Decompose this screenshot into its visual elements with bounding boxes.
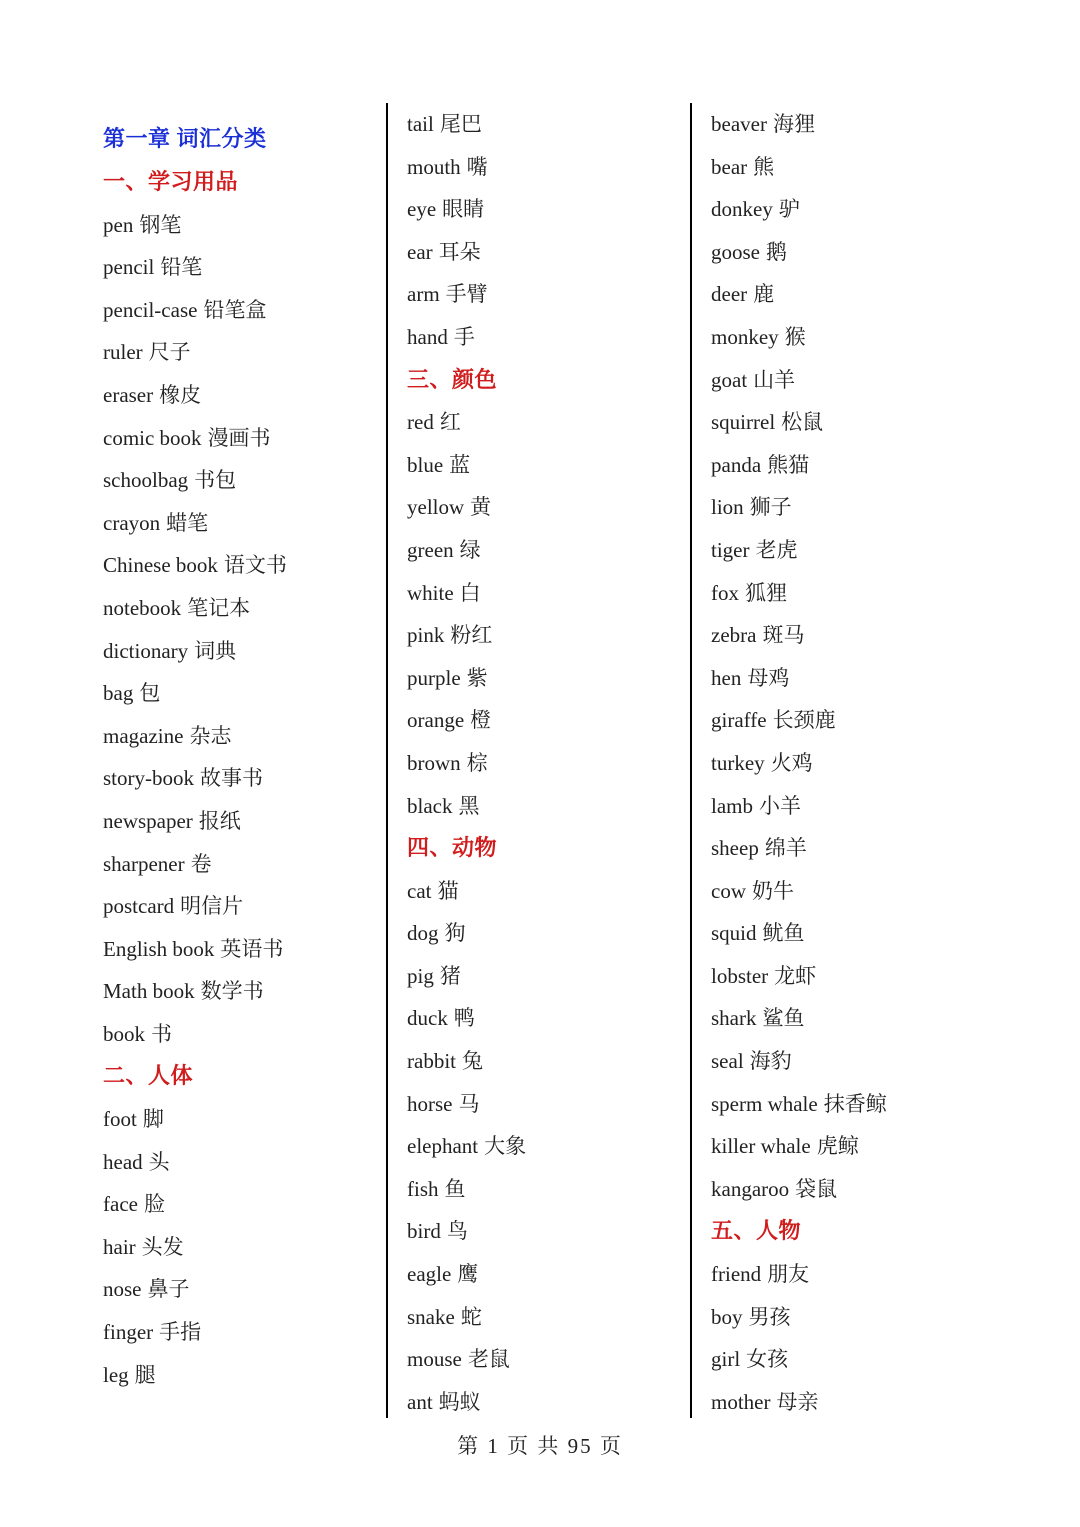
english-word: bird xyxy=(407,1219,441,1244)
english-word: sperm whale xyxy=(711,1091,818,1116)
vocab-entry xyxy=(103,672,403,715)
chinese-meaning: 铅笔盒 xyxy=(203,297,267,322)
chinese-meaning: 耳朵 xyxy=(438,239,481,264)
vocab-entry xyxy=(103,1226,403,1269)
chinese-meaning: 猴 xyxy=(784,324,806,349)
chinese-meaning: 马 xyxy=(458,1091,480,1116)
vocab-entry xyxy=(407,1040,707,1083)
chinese-meaning: 熊 xyxy=(753,154,775,179)
chinese-meaning: 脚 xyxy=(142,1107,164,1132)
english-word: foot xyxy=(103,1107,137,1132)
vocab-entry xyxy=(711,1040,1011,1083)
english-word: comic book xyxy=(103,425,202,450)
english-word: purple xyxy=(407,665,461,690)
english-word: ant xyxy=(407,1389,433,1414)
chinese-meaning: 腿 xyxy=(134,1362,156,1387)
english-word: lamb xyxy=(711,793,753,818)
vocab-entry xyxy=(407,1168,707,1211)
english-word: arm xyxy=(407,282,440,307)
chinese-meaning: 报纸 xyxy=(198,808,241,833)
chinese-meaning: 男孩 xyxy=(748,1304,791,1329)
english-word: postcard xyxy=(103,894,175,919)
chinese-meaning: 小羊 xyxy=(759,793,801,818)
vocab-entry xyxy=(407,1210,707,1253)
vocab-entry xyxy=(407,1381,707,1424)
chinese-meaning: 长颈鹿 xyxy=(772,708,836,733)
vocab-entry xyxy=(711,486,1011,529)
chinese-meaning: 鼻子 xyxy=(147,1277,190,1302)
vocab-entry xyxy=(103,331,403,374)
english-word: pig xyxy=(407,963,434,988)
english-word: seal xyxy=(711,1049,744,1074)
vocab-entry xyxy=(407,146,707,189)
chinese-meaning: 头 xyxy=(148,1149,170,1174)
chinese-meaning: 母亲 xyxy=(776,1389,819,1414)
chinese-meaning: 海豹 xyxy=(749,1049,792,1074)
english-word: black xyxy=(407,793,453,818)
english-word: green xyxy=(407,537,454,562)
english-word: cow xyxy=(711,878,746,903)
english-word: ruler xyxy=(103,340,143,365)
chinese-meaning: 蚂蚁 xyxy=(438,1389,481,1414)
chinese-meaning: 熊猫 xyxy=(767,452,810,477)
vocab-entry xyxy=(711,870,1011,913)
vocab-entry xyxy=(103,1268,403,1311)
chinese-meaning: 狗 xyxy=(444,921,466,946)
english-word: squid xyxy=(711,921,757,946)
chinese-meaning: 英语书 xyxy=(220,936,284,961)
english-word: eraser xyxy=(103,382,154,407)
english-word: bear xyxy=(711,154,748,179)
vocab-entry xyxy=(407,273,707,316)
vocab-entry xyxy=(711,827,1011,870)
english-word: English book xyxy=(103,936,215,961)
english-word: eye xyxy=(407,197,437,222)
chinese-meaning: 鱼 xyxy=(444,1176,466,1201)
chinese-meaning: 橡皮 xyxy=(159,382,202,407)
section-heading: 二、人体 xyxy=(103,1063,194,1089)
vocab-entry xyxy=(103,1098,403,1141)
vocab-entry xyxy=(407,231,707,274)
chinese-meaning: 脸 xyxy=(143,1192,165,1217)
chinese-meaning: 语文书 xyxy=(223,553,287,578)
vocab-entry xyxy=(407,657,707,700)
chinese-meaning: 眼睛 xyxy=(442,197,485,222)
vocab-entry xyxy=(711,316,1011,359)
english-word: killer whale xyxy=(711,1134,811,1159)
vocab-entry xyxy=(711,657,1011,700)
english-word: brown xyxy=(407,750,461,775)
english-word: squirrel xyxy=(711,410,776,435)
english-word: boy xyxy=(711,1304,743,1329)
english-word: mother xyxy=(711,1389,771,1414)
chinese-meaning: 兔 xyxy=(461,1049,483,1074)
english-word: bag xyxy=(103,681,134,706)
english-word: shark xyxy=(711,1006,757,1031)
chinese-meaning: 抹香鲸 xyxy=(823,1091,887,1116)
english-word: red xyxy=(407,410,434,435)
vocab-entry xyxy=(103,1354,403,1397)
page-number: 第 1 页 共 95 页 xyxy=(457,1434,623,1458)
english-word: monkey xyxy=(711,324,779,349)
chinese-meaning: 杂志 xyxy=(189,723,232,748)
english-word: horse xyxy=(407,1091,453,1116)
vocab-entry xyxy=(407,486,707,529)
chinese-meaning: 手指 xyxy=(159,1320,202,1345)
english-word: newspaper xyxy=(103,808,193,833)
english-word: girl xyxy=(711,1347,741,1372)
chinese-meaning: 橙 xyxy=(470,708,492,733)
chinese-meaning: 鸭 xyxy=(453,1006,475,1031)
vocab-entry xyxy=(407,912,707,955)
vocab-entry xyxy=(407,1253,707,1296)
chinese-meaning: 母鸡 xyxy=(747,665,790,690)
vocab-entry xyxy=(407,444,707,487)
chinese-meaning: 红 xyxy=(439,410,461,435)
vocab-entry xyxy=(103,289,403,332)
english-word: story-book xyxy=(103,766,194,791)
english-word: book xyxy=(103,1021,145,1046)
english-word: pen xyxy=(103,212,134,237)
english-word: head xyxy=(103,1149,143,1174)
english-word: fish xyxy=(407,1176,439,1201)
english-word: eagle xyxy=(407,1262,452,1287)
section-heading: 一、学习用品 xyxy=(103,169,239,194)
vocab-entry xyxy=(407,1338,707,1381)
chinese-meaning: 鹿 xyxy=(753,282,775,307)
vocab-entry xyxy=(407,316,707,359)
chinese-meaning: 猪 xyxy=(439,963,461,988)
english-word: elephant xyxy=(407,1134,479,1159)
chinese-meaning: 鱿鱼 xyxy=(762,921,805,946)
chinese-meaning: 书包 xyxy=(194,468,237,493)
english-word: duck xyxy=(407,1006,448,1031)
english-word: goat xyxy=(711,367,748,392)
english-word: lion xyxy=(711,495,744,520)
english-word: hair xyxy=(103,1234,136,1259)
chinese-meaning: 蓝 xyxy=(449,452,471,477)
vocab-entry xyxy=(711,997,1011,1040)
vocab-entry xyxy=(103,204,403,247)
english-word: beaver xyxy=(711,112,767,136)
english-word: magazine xyxy=(103,723,184,748)
vocab-entry xyxy=(407,614,707,657)
vocab-entry xyxy=(711,614,1011,657)
english-word: blue xyxy=(407,452,444,477)
english-word: dog xyxy=(407,921,439,946)
vocab-entry xyxy=(711,1381,1011,1424)
chinese-meaning: 老虎 xyxy=(755,537,798,562)
english-word: mouth xyxy=(407,154,461,179)
vocab-entry xyxy=(711,103,1011,146)
vocab-entry xyxy=(407,529,707,572)
chinese-meaning: 鹰 xyxy=(457,1262,479,1287)
chinese-meaning: 故事书 xyxy=(200,766,263,791)
english-word: friend xyxy=(711,1262,762,1287)
vocab-entry xyxy=(711,146,1011,189)
english-word: notebook xyxy=(103,595,182,620)
english-word: snake xyxy=(407,1304,455,1329)
english-word: sheep xyxy=(711,836,759,861)
chinese-meaning: 龙虾 xyxy=(774,963,817,988)
english-word: pencil xyxy=(103,255,155,280)
chinese-meaning: 粉红 xyxy=(450,623,493,648)
vocab-entry xyxy=(711,1168,1011,1211)
vocab-entry xyxy=(103,374,403,417)
english-word: yellow xyxy=(407,495,465,520)
chinese-meaning: 黑 xyxy=(458,793,480,818)
chinese-meaning: 火鸡 xyxy=(770,750,813,775)
vocab-entry xyxy=(407,1083,707,1126)
vocab-entry xyxy=(103,970,403,1013)
vocab-entry xyxy=(407,1296,707,1339)
vocab-entry xyxy=(103,885,403,928)
section-heading: 四、动物 xyxy=(407,835,498,861)
vocab-entry xyxy=(103,1311,403,1354)
vocab-entry xyxy=(711,785,1011,828)
chinese-meaning: 朋友 xyxy=(767,1262,810,1287)
vocab-entry xyxy=(407,572,707,615)
english-word: ear xyxy=(407,239,433,264)
vocab-entry xyxy=(711,359,1011,402)
chinese-meaning: 尾巴 xyxy=(439,112,482,136)
chinese-meaning: 鹅 xyxy=(766,239,787,264)
chinese-meaning: 奶牛 xyxy=(752,878,794,903)
vocab-entry xyxy=(103,502,403,545)
vocab-entry xyxy=(103,246,403,289)
vocab-entry xyxy=(103,1141,403,1184)
chinese-meaning: 尺子 xyxy=(148,340,191,365)
chinese-meaning: 鸟 xyxy=(446,1219,468,1244)
chinese-meaning: 漫画书 xyxy=(207,425,271,450)
vocab-entry xyxy=(103,843,403,886)
chinese-meaning: 驴 xyxy=(778,197,800,222)
english-word: pink xyxy=(407,623,445,648)
english-word: tiger xyxy=(711,537,750,562)
vocab-entry xyxy=(711,529,1011,572)
chinese-meaning: 猫 xyxy=(437,878,459,903)
vocab-entry xyxy=(103,800,403,843)
chinese-meaning: 袋鼠 xyxy=(795,1176,838,1201)
chinese-meaning: 黄 xyxy=(470,495,492,520)
english-word: hen xyxy=(711,665,742,690)
vocab-entry xyxy=(103,715,403,758)
vocab-column-3 xyxy=(711,103,1011,1423)
vocab-entry xyxy=(711,188,1011,231)
vocab-entry xyxy=(103,757,403,800)
vocab-entry xyxy=(711,1083,1011,1126)
english-word: nose xyxy=(103,1277,142,1302)
chinese-meaning: 棕 xyxy=(466,750,488,775)
english-word: face xyxy=(103,1192,138,1217)
vocab-entry xyxy=(103,417,403,460)
vocab-entry xyxy=(103,630,403,673)
vocab-entry xyxy=(407,188,707,231)
english-word: finger xyxy=(103,1320,154,1345)
vocab-entry xyxy=(103,587,403,630)
chinese-meaning: 头发 xyxy=(141,1234,184,1259)
chinese-meaning: 手臂 xyxy=(445,282,488,307)
section-heading: 五、人物 xyxy=(711,1218,802,1244)
english-word: leg xyxy=(103,1362,129,1387)
vocab-column-1 xyxy=(103,103,403,1396)
english-word: Chinese book xyxy=(103,553,218,578)
english-word: crayon xyxy=(103,510,161,535)
chinese-meaning: 斑马 xyxy=(762,623,805,648)
vocab-entry xyxy=(711,699,1011,742)
chinese-meaning: 蛇 xyxy=(460,1304,482,1329)
section-heading: 三、颜色 xyxy=(407,366,498,392)
english-word: orange xyxy=(407,708,465,733)
vocab-entry xyxy=(103,1013,403,1056)
chinese-meaning: 海狸 xyxy=(772,112,815,136)
chinese-meaning: 鲨鱼 xyxy=(762,1006,805,1031)
english-word: cat xyxy=(407,878,432,903)
vocab-entry xyxy=(407,785,707,828)
chinese-meaning: 紫 xyxy=(466,665,488,690)
english-word: tail xyxy=(407,112,434,136)
english-word: dictionary xyxy=(103,638,189,663)
vocab-entry xyxy=(711,231,1011,274)
chinese-meaning: 白 xyxy=(459,580,481,605)
chinese-meaning: 词典 xyxy=(194,638,237,663)
english-word: white xyxy=(407,580,454,605)
english-word: giraffe xyxy=(711,708,767,733)
vocab-entry xyxy=(407,955,707,998)
english-word: hand xyxy=(407,324,448,349)
english-word: pencil-case xyxy=(103,297,198,322)
english-word: Math book xyxy=(103,979,195,1004)
chinese-meaning: 钢笔 xyxy=(139,212,182,237)
vocab-entry xyxy=(711,955,1011,998)
vocab-entry xyxy=(711,912,1011,955)
chinese-meaning: 狮子 xyxy=(749,495,792,520)
chinese-meaning: 老鼠 xyxy=(467,1347,510,1372)
chinese-meaning: 嘴 xyxy=(466,154,488,179)
english-word: lobster xyxy=(711,963,769,988)
english-word: kangaroo xyxy=(711,1176,790,1201)
chinese-meaning: 包 xyxy=(139,681,161,706)
vocab-entry xyxy=(711,401,1011,444)
chinese-meaning: 松鼠 xyxy=(781,410,824,435)
vocab-entry xyxy=(407,1125,707,1168)
chinese-meaning: 大象 xyxy=(484,1134,527,1159)
chinese-meaning: 数学书 xyxy=(200,979,264,1004)
chinese-meaning: 绿 xyxy=(459,537,481,562)
english-word: mouse xyxy=(407,1347,462,1372)
chinese-meaning: 山羊 xyxy=(753,367,796,392)
english-word: schoolbag xyxy=(103,468,189,493)
english-word: deer xyxy=(711,282,748,307)
vocab-entry xyxy=(711,1253,1011,1296)
english-word: zebra xyxy=(711,623,757,648)
english-word: goose xyxy=(711,239,760,264)
chinese-meaning: 书 xyxy=(151,1021,172,1046)
chinese-meaning: 狐狸 xyxy=(745,580,787,605)
chinese-meaning: 蜡笔 xyxy=(166,510,209,535)
chinese-meaning: 手 xyxy=(453,324,475,349)
vocab-entry xyxy=(711,444,1011,487)
vocab-entry xyxy=(407,870,707,913)
vocab-entry xyxy=(711,572,1011,615)
vocab-entry xyxy=(407,742,707,785)
chinese-meaning: 铅笔 xyxy=(160,255,203,280)
vocab-entry xyxy=(407,997,707,1040)
vocab-entry xyxy=(407,699,707,742)
english-word: rabbit xyxy=(407,1049,456,1074)
vocab-entry xyxy=(103,1183,403,1226)
english-word: sharpener xyxy=(103,851,185,876)
vocab-entry xyxy=(103,459,403,502)
chinese-meaning: 虎鲸 xyxy=(816,1134,859,1159)
vocab-entry xyxy=(711,1296,1011,1339)
english-word: donkey xyxy=(711,197,773,222)
chinese-meaning: 女孩 xyxy=(746,1347,789,1372)
vocab-entry xyxy=(711,742,1011,785)
vocab-entry xyxy=(103,544,403,587)
vocab-entry xyxy=(711,1125,1011,1168)
english-word: fox xyxy=(711,580,739,605)
chapter-title: 第一章 词汇分类 xyxy=(103,126,267,151)
chinese-meaning: 卷 xyxy=(190,851,212,876)
english-word: turkey xyxy=(711,750,765,775)
vocab-entry xyxy=(407,401,707,444)
vocab-entry xyxy=(711,273,1011,316)
vocab-entry xyxy=(103,928,403,971)
vocab-entry xyxy=(407,103,707,146)
chinese-meaning: 绵羊 xyxy=(764,836,807,861)
chinese-meaning: 笔记本 xyxy=(187,595,251,620)
vocab-column-2 xyxy=(407,103,707,1423)
chinese-meaning: 明信片 xyxy=(180,894,244,919)
vocab-entry xyxy=(711,1338,1011,1381)
english-word: panda xyxy=(711,452,762,477)
